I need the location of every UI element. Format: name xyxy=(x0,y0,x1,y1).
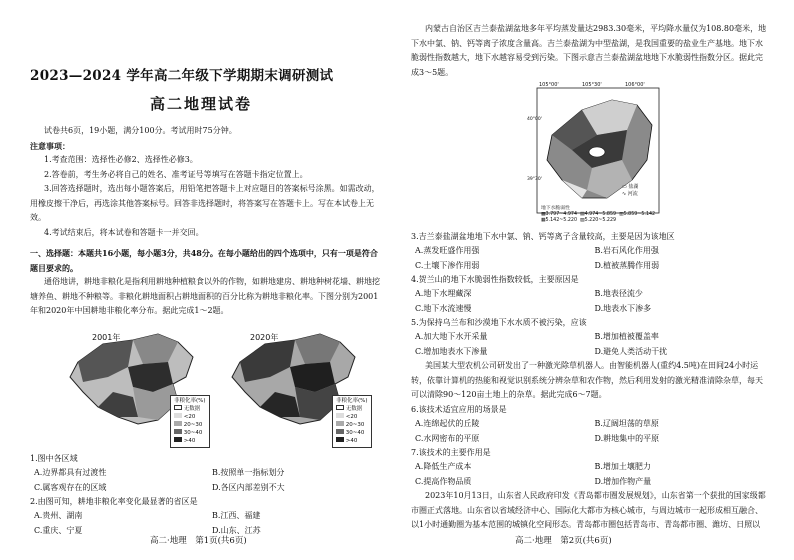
question-5-options xyxy=(415,330,768,359)
footer-right: 高二·地理 第2页(共6页) xyxy=(515,536,612,546)
q2-option-c[interactable]: C.重庆、宁夏 xyxy=(34,525,83,535)
legend-item-0: 无数据 xyxy=(174,405,206,413)
note-2: 2.答卷前，考生务必将自己的姓名、准考证号等填写在答题卡指定位置上。 xyxy=(44,170,308,179)
footer-left: 高二·地理 第1页(共6页) xyxy=(150,536,247,546)
question-6: 6.该技术适宜应用的场景是 xyxy=(411,405,507,414)
q7-option-c[interactable]: C.提高作物品质 xyxy=(415,476,472,486)
q3-option-b[interactable]: B.岩石风化作用强 xyxy=(594,246,659,255)
legend-item-2: 20~30 xyxy=(336,421,368,429)
note-1: 1.考查范围：选择性必修2、选择性必修3。 xyxy=(44,155,198,164)
q1-option-d[interactable]: D.各区内部差别不大 xyxy=(212,482,285,492)
question-1-options xyxy=(34,466,384,495)
question-7: 7.该技术的主要作用是 xyxy=(411,448,491,457)
legend-item-1: <20 xyxy=(174,413,206,421)
passage-2: 内蒙古自治区吉兰泰盐湖盆地多年平均蒸发量达2983.30毫米，平均降水量仅为108.80毫米，地下水中氯、钠、钙等离子浓度含量高。吉兰泰盐湖为中型盐湖，是我国重要的盐业生产基地。地下水脆弱性指数越大，地下水越容易受到污染。下图示意吉兰泰盐湖盆地地下水脆弱性指数分区。据此完成3～5题。 xyxy=(411,24,767,77)
question-4-options xyxy=(415,287,768,316)
legend-band-0: ▩3.797~4.974 xyxy=(541,212,578,217)
question-7-options xyxy=(415,460,768,489)
legend-item-4: >40 xyxy=(174,437,206,445)
legend-item-3: 30~40 xyxy=(336,429,368,437)
question-5: 5.为保持乌兰布和沙漠地下水水质不被污染，应该 xyxy=(411,318,587,327)
lat-label-1: 40°00' xyxy=(527,117,542,122)
q1-option-c[interactable]: C.属客观存在的区域 xyxy=(34,482,107,492)
q2-option-d[interactable]: D.山东、江苏 xyxy=(212,525,261,535)
legend-2020 xyxy=(332,395,372,448)
map-2001-year: 2001年 xyxy=(92,333,121,342)
q1-option-b[interactable]: B.按照单一指标划分 xyxy=(212,468,285,477)
q5-option-d[interactable]: D.避免人类活动干扰 xyxy=(594,346,668,356)
question-2: 2.由图可知，耕地非粮化率变化最显著的省区是 xyxy=(30,497,198,506)
q2-option-b[interactable]: B.江西、福建 xyxy=(212,511,261,520)
question-3: 3.吉兰泰盐湖盆地地下水中氯、钠、钙等离子含量较高，主要是因为该地区 xyxy=(411,232,675,241)
map-legend xyxy=(541,206,661,224)
q6-option-b[interactable]: B.辽阔坦荡的草原 xyxy=(594,419,659,428)
subject-title: 高二地理试卷 xyxy=(150,95,253,113)
lat-label-2: 39°30' xyxy=(527,177,542,182)
question-1: 1.图中各区域 xyxy=(30,454,78,463)
lon-label-3: 106°00' xyxy=(625,82,645,88)
legend-item-0: 无数据 xyxy=(336,405,368,413)
question-6-options xyxy=(415,417,768,446)
lon-label-1: 105°00' xyxy=(539,82,559,88)
legend-band-1: ▤4.974~5.859 xyxy=(580,212,617,217)
q4-option-d[interactable]: D.地表水下渗多 xyxy=(594,303,652,313)
q6-option-a[interactable]: A.连绵起伏的丘陵 xyxy=(415,419,480,428)
q5-option-b[interactable]: B.增加植被覆盖率 xyxy=(594,332,659,341)
page-right xyxy=(397,0,794,560)
legend-item-1: <20 xyxy=(336,413,368,421)
legend-item-4: >40 xyxy=(336,437,368,445)
q3-option-d[interactable]: D.植被蒸腾作用弱 xyxy=(594,260,660,270)
legend-band-2: ▥5.859~5.142 xyxy=(619,212,656,217)
q3-option-a[interactable]: A.蒸发旺盛作用强 xyxy=(415,246,480,255)
section-1-heading: 一、选择题：本题共16小题，每小题3分，共48分。在每小题给出的四个选项中，只有一项是符合题目要求的。 xyxy=(30,248,378,273)
q5-option-a[interactable]: A.加大地下水开采量 xyxy=(415,332,488,341)
question-4: 4.贺兰山的地下水脆弱性指数较低，主要原因是 xyxy=(411,275,579,284)
notes-heading: 注意事项： xyxy=(30,141,70,151)
question-3-options xyxy=(415,244,768,273)
q5-option-c[interactable]: C.增加地表水下渗量 xyxy=(415,346,488,356)
q2-option-a[interactable]: A.贵州、湖南 xyxy=(34,511,83,520)
note-4: 4.考试结束后，将本试卷和答题卡一并交回。 xyxy=(44,228,204,237)
q3-option-c[interactable]: C.土壤下渗作用弱 xyxy=(415,260,480,270)
q6-option-d[interactable]: D.耕地集中的平原 xyxy=(594,433,660,443)
q7-option-d[interactable]: D.增加作物产量 xyxy=(594,476,652,486)
q7-option-a[interactable]: A.降低生产成本 xyxy=(415,462,472,471)
q4-option-c[interactable]: C.地下水流速慢 xyxy=(415,303,472,313)
legend-lake: ▭ 盐湖 xyxy=(622,184,639,190)
passage-3: 美国某大型农机公司研发出了一种激光除草机器人。由智能机器人(重约4.5吨)在田间24小时运转，依靠计算机的热能和视觉识别系统分辨杂草和农作物，然后利用发射的激光精准清除杂草，每天可以清除90～120亩土地上的杂草。据此完成6～7题。 xyxy=(411,361,763,400)
groundwater-map xyxy=(527,80,667,225)
map-legend-extra xyxy=(622,184,638,198)
legend-band-3: ▦5.142~5.220 xyxy=(541,218,578,223)
exam-intro: 试卷共6页，19小题，满分100分。考试用时75分钟。 xyxy=(44,126,237,135)
q1-option-a[interactable]: A.边界都具有过渡性 xyxy=(34,468,107,477)
q4-option-b[interactable]: B.地表径流少 xyxy=(594,289,643,298)
legend-title: 非粮化率(%) xyxy=(174,398,206,404)
legend-band-4: ▧5.220~5.229 xyxy=(580,218,617,223)
legend-2001 xyxy=(170,395,210,448)
map-2020-year: 2020年 xyxy=(250,333,279,342)
passage-1: 通俗地讲，耕地非粮化是指利用耕地种植粮食以外的作物，如耕地建房、耕地种树花墙、耕地挖塘养鱼、耕地不种粮等。非粮化耕地面积占耕地面积的百分比称为耕地非粮化率。下图分别为2001年和2020年中国耕地非粮化率分布。据此完成1～2题。 xyxy=(30,277,380,316)
q4-option-a[interactable]: A.地下水埋藏深 xyxy=(415,289,472,298)
lon-label-2: 105°30' xyxy=(582,82,602,88)
exam-title: 2023—2024 学年高二年级下学期期末调研测试 xyxy=(30,68,334,84)
legend-title: 非粮化率(%) xyxy=(336,398,368,404)
legend-item-3: 30~40 xyxy=(174,429,206,437)
passage-4: 2023年10月13日，山东省人民政府印发《青岛都市圈发展规划》，山东省第一个获批的国家级都市圈正式落地。山东省以省域经济中心、国际化大都市为核心城市，与周边城市一起形成相互融合、以1小时通勤圈为基本范围的城镇化空间形态。青岛都市圈包括青岛市、青岛都市圈、潍坊、日照以 xyxy=(411,491,766,530)
map-legend-title: 地下水脆弱性 xyxy=(541,206,570,211)
q6-option-c[interactable]: C.水网密布的平原 xyxy=(415,433,480,443)
legend-item-2: 20~30 xyxy=(174,421,206,429)
note-3: 3.回答选择题时，选出每小题答案后，用铅笔把答题卡上对应题目的答案标号涂黑。如需改动，用橡皮擦干净后，再选涂其他答案标号。回答非选择题时，将答案写在答题卡上。写在本试卷上无效。 xyxy=(30,184,380,223)
legend-river: ∿ 河流 xyxy=(622,191,638,197)
q7-option-b[interactable]: B.增加土壤肥力 xyxy=(594,462,651,471)
